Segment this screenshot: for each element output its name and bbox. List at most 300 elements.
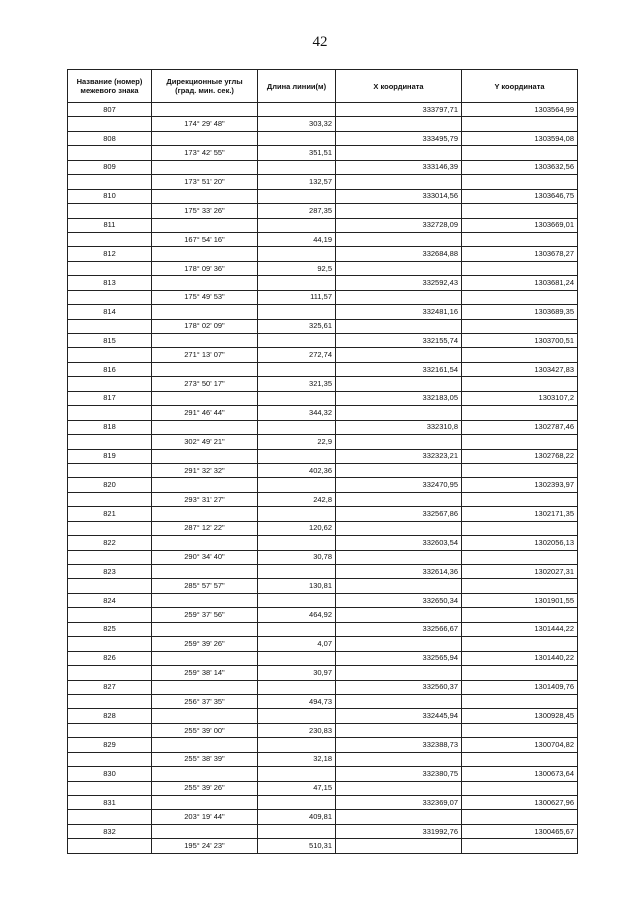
y-coordinate: 1303646,75 — [462, 189, 578, 203]
empty-cell — [258, 189, 336, 203]
line-length: 44,19 — [258, 232, 336, 246]
point-name: 811 — [68, 218, 152, 232]
line-length: 111,57 — [258, 290, 336, 304]
empty-cell — [258, 218, 336, 232]
empty-cell — [462, 377, 578, 391]
empty-cell — [462, 781, 578, 795]
line-length: 494,73 — [258, 694, 336, 708]
direction-angle: 167° 54' 16" — [152, 232, 258, 246]
empty-cell — [462, 175, 578, 189]
empty-cell — [68, 608, 152, 622]
direction-angle: 291° 32' 32" — [152, 463, 258, 477]
x-coordinate: 332380,75 — [336, 767, 462, 781]
y-coordinate: 1303107,2 — [462, 391, 578, 405]
x-coordinate: 332728,09 — [336, 218, 462, 232]
empty-cell — [152, 709, 258, 723]
y-coordinate: 1303632,56 — [462, 160, 578, 174]
x-coordinate: 332650,34 — [336, 593, 462, 607]
empty-cell — [152, 362, 258, 376]
empty-cell — [336, 261, 462, 275]
direction-angle: 203° 19' 44" — [152, 810, 258, 824]
empty-cell — [68, 492, 152, 506]
empty-cell — [336, 492, 462, 506]
table-row — [68, 637, 578, 651]
empty-cell — [462, 752, 578, 766]
x-coordinate: 332565,94 — [336, 651, 462, 665]
empty-cell — [258, 824, 336, 838]
table-row — [68, 189, 578, 203]
line-length: 242,8 — [258, 492, 336, 506]
table-row — [68, 781, 578, 795]
empty-cell — [258, 507, 336, 521]
empty-cell — [68, 781, 152, 795]
empty-cell — [68, 579, 152, 593]
table-row — [68, 305, 578, 319]
direction-angle: 175° 49' 53" — [152, 290, 258, 304]
empty-cell — [462, 550, 578, 564]
x-coordinate: 333495,79 — [336, 131, 462, 145]
empty-cell — [68, 348, 152, 362]
empty-cell — [462, 637, 578, 651]
table-row — [68, 521, 578, 535]
table-row — [68, 362, 578, 376]
empty-cell — [258, 131, 336, 145]
line-length: 30,78 — [258, 550, 336, 564]
empty-cell — [336, 175, 462, 189]
empty-cell — [462, 463, 578, 477]
empty-cell — [462, 406, 578, 420]
empty-cell — [258, 738, 336, 752]
empty-cell — [462, 839, 578, 853]
empty-cell — [68, 435, 152, 449]
table-row — [68, 463, 578, 477]
table-row — [68, 492, 578, 506]
direction-angle: 174° 29' 48" — [152, 117, 258, 131]
empty-cell — [152, 420, 258, 434]
empty-cell — [258, 276, 336, 290]
line-length: 325,61 — [258, 319, 336, 333]
x-coordinate: 333146,39 — [336, 160, 462, 174]
direction-angle: 259° 38' 14" — [152, 666, 258, 680]
table-row — [68, 391, 578, 405]
empty-cell — [258, 449, 336, 463]
line-length: 30,97 — [258, 666, 336, 680]
empty-cell — [336, 637, 462, 651]
line-length: 132,57 — [258, 175, 336, 189]
table-row — [68, 796, 578, 810]
x-coordinate: 332310,8 — [336, 420, 462, 434]
y-coordinate: 1303700,51 — [462, 334, 578, 348]
line-length: 409,81 — [258, 810, 336, 824]
empty-cell — [68, 146, 152, 160]
y-coordinate: 1301901,55 — [462, 593, 578, 607]
table-row — [68, 406, 578, 420]
table-body — [68, 103, 578, 854]
empty-cell — [68, 463, 152, 477]
line-length: 351,51 — [258, 146, 336, 160]
point-name: 814 — [68, 305, 152, 319]
empty-cell — [462, 435, 578, 449]
empty-cell — [152, 593, 258, 607]
y-coordinate: 1300673,64 — [462, 767, 578, 781]
y-coordinate: 1303689,35 — [462, 305, 578, 319]
y-coordinate: 1302768,22 — [462, 449, 578, 463]
empty-cell — [258, 305, 336, 319]
empty-cell — [258, 651, 336, 665]
table-row — [68, 579, 578, 593]
empty-cell — [152, 334, 258, 348]
empty-cell — [152, 478, 258, 492]
empty-cell — [336, 319, 462, 333]
empty-cell — [258, 680, 336, 694]
table-row — [68, 694, 578, 708]
direction-angle: 302° 49' 21" — [152, 435, 258, 449]
x-coordinate: 332445,94 — [336, 709, 462, 723]
table-row — [68, 290, 578, 304]
empty-cell — [68, 204, 152, 218]
y-coordinate: 1302056,13 — [462, 536, 578, 550]
x-coordinate: 332560,37 — [336, 680, 462, 694]
x-coordinate: 333014,56 — [336, 189, 462, 203]
header-x: X координата — [336, 70, 462, 103]
line-length: 120,62 — [258, 521, 336, 535]
x-coordinate: 332155,74 — [336, 334, 462, 348]
x-coordinate: 332481,16 — [336, 305, 462, 319]
empty-cell — [258, 796, 336, 810]
x-coordinate: 332323,21 — [336, 449, 462, 463]
direction-angle: 259° 37' 56" — [152, 608, 258, 622]
table-row — [68, 622, 578, 636]
empty-cell — [152, 565, 258, 579]
empty-cell — [68, 521, 152, 535]
empty-cell — [152, 189, 258, 203]
line-length: 47,15 — [258, 781, 336, 795]
direction-angle: 175° 33' 26" — [152, 204, 258, 218]
empty-cell — [336, 810, 462, 824]
empty-cell — [152, 622, 258, 636]
table-row — [68, 377, 578, 391]
empty-cell — [336, 117, 462, 131]
point-name: 822 — [68, 536, 152, 550]
y-coordinate: 1303681,24 — [462, 276, 578, 290]
empty-cell — [462, 579, 578, 593]
line-length: 230,83 — [258, 723, 336, 737]
line-length: 32,18 — [258, 752, 336, 766]
empty-cell — [68, 117, 152, 131]
empty-cell — [336, 204, 462, 218]
empty-cell — [152, 767, 258, 781]
empty-cell — [462, 723, 578, 737]
empty-cell — [152, 305, 258, 319]
empty-cell — [152, 276, 258, 290]
empty-cell — [462, 319, 578, 333]
empty-cell — [336, 146, 462, 160]
x-coordinate: 332614,36 — [336, 565, 462, 579]
point-name: 825 — [68, 622, 152, 636]
point-name: 821 — [68, 507, 152, 521]
empty-cell — [258, 334, 336, 348]
table-row — [68, 117, 578, 131]
empty-cell — [258, 362, 336, 376]
direction-angle: 291° 46' 44" — [152, 406, 258, 420]
direction-angle: 255° 39' 26" — [152, 781, 258, 795]
empty-cell — [462, 608, 578, 622]
empty-cell — [336, 348, 462, 362]
empty-cell — [336, 694, 462, 708]
table-row — [68, 666, 578, 680]
empty-cell — [152, 680, 258, 694]
direction-angle: 173° 42' 55" — [152, 146, 258, 160]
table-row — [68, 160, 578, 174]
header-name: Название (номер) межевого знака — [68, 70, 152, 103]
x-coordinate: 332388,73 — [336, 738, 462, 752]
point-name: 818 — [68, 420, 152, 434]
empty-cell — [152, 536, 258, 550]
y-coordinate: 1301444,22 — [462, 622, 578, 636]
x-coordinate: 332684,88 — [336, 247, 462, 261]
point-name: 830 — [68, 767, 152, 781]
empty-cell — [258, 478, 336, 492]
direction-angle: 178° 02' 09" — [152, 319, 258, 333]
empty-cell — [68, 810, 152, 824]
direction-angle: 287° 12' 22" — [152, 521, 258, 535]
x-coordinate: 331992,76 — [336, 824, 462, 838]
table-row — [68, 738, 578, 752]
direction-angle: 293° 31' 27" — [152, 492, 258, 506]
empty-cell — [258, 103, 336, 117]
line-length: 344,32 — [258, 406, 336, 420]
empty-cell — [152, 160, 258, 174]
table-row — [68, 348, 578, 362]
boundary-coordinates-table — [67, 69, 578, 854]
line-length: 287,35 — [258, 204, 336, 218]
x-coordinate: 332161,54 — [336, 362, 462, 376]
table-row — [68, 478, 578, 492]
line-length: 130,81 — [258, 579, 336, 593]
point-name: 809 — [68, 160, 152, 174]
direction-angle: 255° 39' 00" — [152, 723, 258, 737]
empty-cell — [152, 218, 258, 232]
table-row — [68, 435, 578, 449]
table-row — [68, 131, 578, 145]
line-length: 22,9 — [258, 435, 336, 449]
y-coordinate: 1301440,22 — [462, 651, 578, 665]
y-coordinate: 1301409,76 — [462, 680, 578, 694]
direction-angle: 273° 50' 17" — [152, 377, 258, 391]
point-name: 817 — [68, 391, 152, 405]
y-coordinate: 1303594,08 — [462, 131, 578, 145]
empty-cell — [336, 406, 462, 420]
point-name: 813 — [68, 276, 152, 290]
empty-cell — [68, 319, 152, 333]
y-coordinate: 1300627,96 — [462, 796, 578, 810]
x-coordinate: 332603,54 — [336, 536, 462, 550]
x-coordinate: 332566,67 — [336, 622, 462, 636]
line-length: 92,5 — [258, 261, 336, 275]
point-name: 812 — [68, 247, 152, 261]
empty-cell — [152, 796, 258, 810]
empty-cell — [152, 131, 258, 145]
direction-angle: 290° 34' 40" — [152, 550, 258, 564]
table-row — [68, 767, 578, 781]
empty-cell — [68, 637, 152, 651]
table-row — [68, 420, 578, 434]
table-row — [68, 709, 578, 723]
x-coordinate: 332592,43 — [336, 276, 462, 290]
table-row — [68, 276, 578, 290]
x-coordinate: 332567,86 — [336, 507, 462, 521]
point-name: 832 — [68, 824, 152, 838]
empty-cell — [258, 767, 336, 781]
x-coordinate: 332470,95 — [336, 478, 462, 492]
table-row — [68, 723, 578, 737]
table-row — [68, 507, 578, 521]
empty-cell — [152, 103, 258, 117]
table-row — [68, 261, 578, 275]
y-coordinate: 1300928,45 — [462, 709, 578, 723]
table-header-row — [68, 70, 578, 103]
empty-cell — [258, 420, 336, 434]
y-coordinate: 1302393,97 — [462, 478, 578, 492]
empty-cell — [336, 723, 462, 737]
empty-cell — [152, 824, 258, 838]
table-row — [68, 449, 578, 463]
y-coordinate: 1302171,35 — [462, 507, 578, 521]
table-row — [68, 565, 578, 579]
table-row — [68, 608, 578, 622]
point-name: 819 — [68, 449, 152, 463]
table-row — [68, 247, 578, 261]
point-name: 810 — [68, 189, 152, 203]
empty-cell — [68, 290, 152, 304]
empty-cell — [462, 261, 578, 275]
empty-cell — [68, 406, 152, 420]
line-length: 4,07 — [258, 637, 336, 651]
empty-cell — [258, 709, 336, 723]
empty-cell — [152, 738, 258, 752]
empty-cell — [462, 810, 578, 824]
table-row — [68, 550, 578, 564]
empty-cell — [68, 377, 152, 391]
empty-cell — [68, 261, 152, 275]
empty-cell — [258, 247, 336, 261]
empty-cell — [336, 608, 462, 622]
x-coordinate: 333797,71 — [336, 103, 462, 117]
line-length: 464,92 — [258, 608, 336, 622]
empty-cell — [152, 391, 258, 405]
empty-cell — [258, 622, 336, 636]
empty-cell — [336, 521, 462, 535]
empty-cell — [68, 694, 152, 708]
point-name: 828 — [68, 709, 152, 723]
point-name: 824 — [68, 593, 152, 607]
empty-cell — [462, 146, 578, 160]
table-row — [68, 752, 578, 766]
table-row — [68, 839, 578, 853]
empty-cell — [68, 232, 152, 246]
y-coordinate: 1303564,99 — [462, 103, 578, 117]
table-row — [68, 175, 578, 189]
empty-cell — [462, 694, 578, 708]
y-coordinate: 1300704,82 — [462, 738, 578, 752]
table-row — [68, 651, 578, 665]
table-row — [68, 680, 578, 694]
empty-cell — [336, 377, 462, 391]
empty-cell — [258, 160, 336, 174]
empty-cell — [462, 521, 578, 535]
direction-angle: 271° 13' 07" — [152, 348, 258, 362]
table-row — [68, 824, 578, 838]
page-number: 42 — [312, 34, 328, 50]
header-length: Длина линии(м) — [258, 70, 336, 103]
table-row — [68, 810, 578, 824]
empty-cell — [68, 666, 152, 680]
empty-cell — [68, 550, 152, 564]
direction-angle: 256° 37' 35" — [152, 694, 258, 708]
x-coordinate: 332369,07 — [336, 796, 462, 810]
line-length: 303,32 — [258, 117, 336, 131]
empty-cell — [336, 550, 462, 564]
direction-angle: 255° 38' 39" — [152, 752, 258, 766]
direction-angle: 173° 51' 20" — [152, 175, 258, 189]
empty-cell — [336, 839, 462, 853]
line-length: 272,74 — [258, 348, 336, 362]
table-row — [68, 334, 578, 348]
point-name: 815 — [68, 334, 152, 348]
empty-cell — [152, 507, 258, 521]
direction-angle: 195° 24' 23" — [152, 839, 258, 853]
empty-cell — [152, 449, 258, 463]
empty-cell — [258, 536, 336, 550]
empty-cell — [462, 348, 578, 362]
empty-cell — [258, 391, 336, 405]
header-angle: Дирекционные углы (град. мин. сек.) — [152, 70, 258, 103]
table-row — [68, 204, 578, 218]
table-row — [68, 103, 578, 117]
point-name: 820 — [68, 478, 152, 492]
empty-cell — [336, 781, 462, 795]
y-coordinate: 1302027,31 — [462, 565, 578, 579]
line-length: 321,35 — [258, 377, 336, 391]
empty-cell — [152, 651, 258, 665]
empty-cell — [462, 290, 578, 304]
empty-cell — [68, 839, 152, 853]
table-row — [68, 218, 578, 232]
empty-cell — [462, 204, 578, 218]
point-name: 816 — [68, 362, 152, 376]
table-row — [68, 593, 578, 607]
direction-angle: 178° 09' 36" — [152, 261, 258, 275]
empty-cell — [462, 117, 578, 131]
line-length: 510,31 — [258, 839, 336, 853]
point-name: 823 — [68, 565, 152, 579]
line-length: 402,36 — [258, 463, 336, 477]
x-coordinate: 332183,05 — [336, 391, 462, 405]
empty-cell — [462, 492, 578, 506]
empty-cell — [336, 752, 462, 766]
table-row — [68, 232, 578, 246]
direction-angle: 259° 39' 26" — [152, 637, 258, 651]
empty-cell — [336, 232, 462, 246]
table-row — [68, 536, 578, 550]
empty-cell — [336, 463, 462, 477]
point-name: 829 — [68, 738, 152, 752]
empty-cell — [68, 723, 152, 737]
point-name: 807 — [68, 103, 152, 117]
y-coordinate: 1303669,01 — [462, 218, 578, 232]
y-coordinate: 1303678,27 — [462, 247, 578, 261]
empty-cell — [336, 666, 462, 680]
